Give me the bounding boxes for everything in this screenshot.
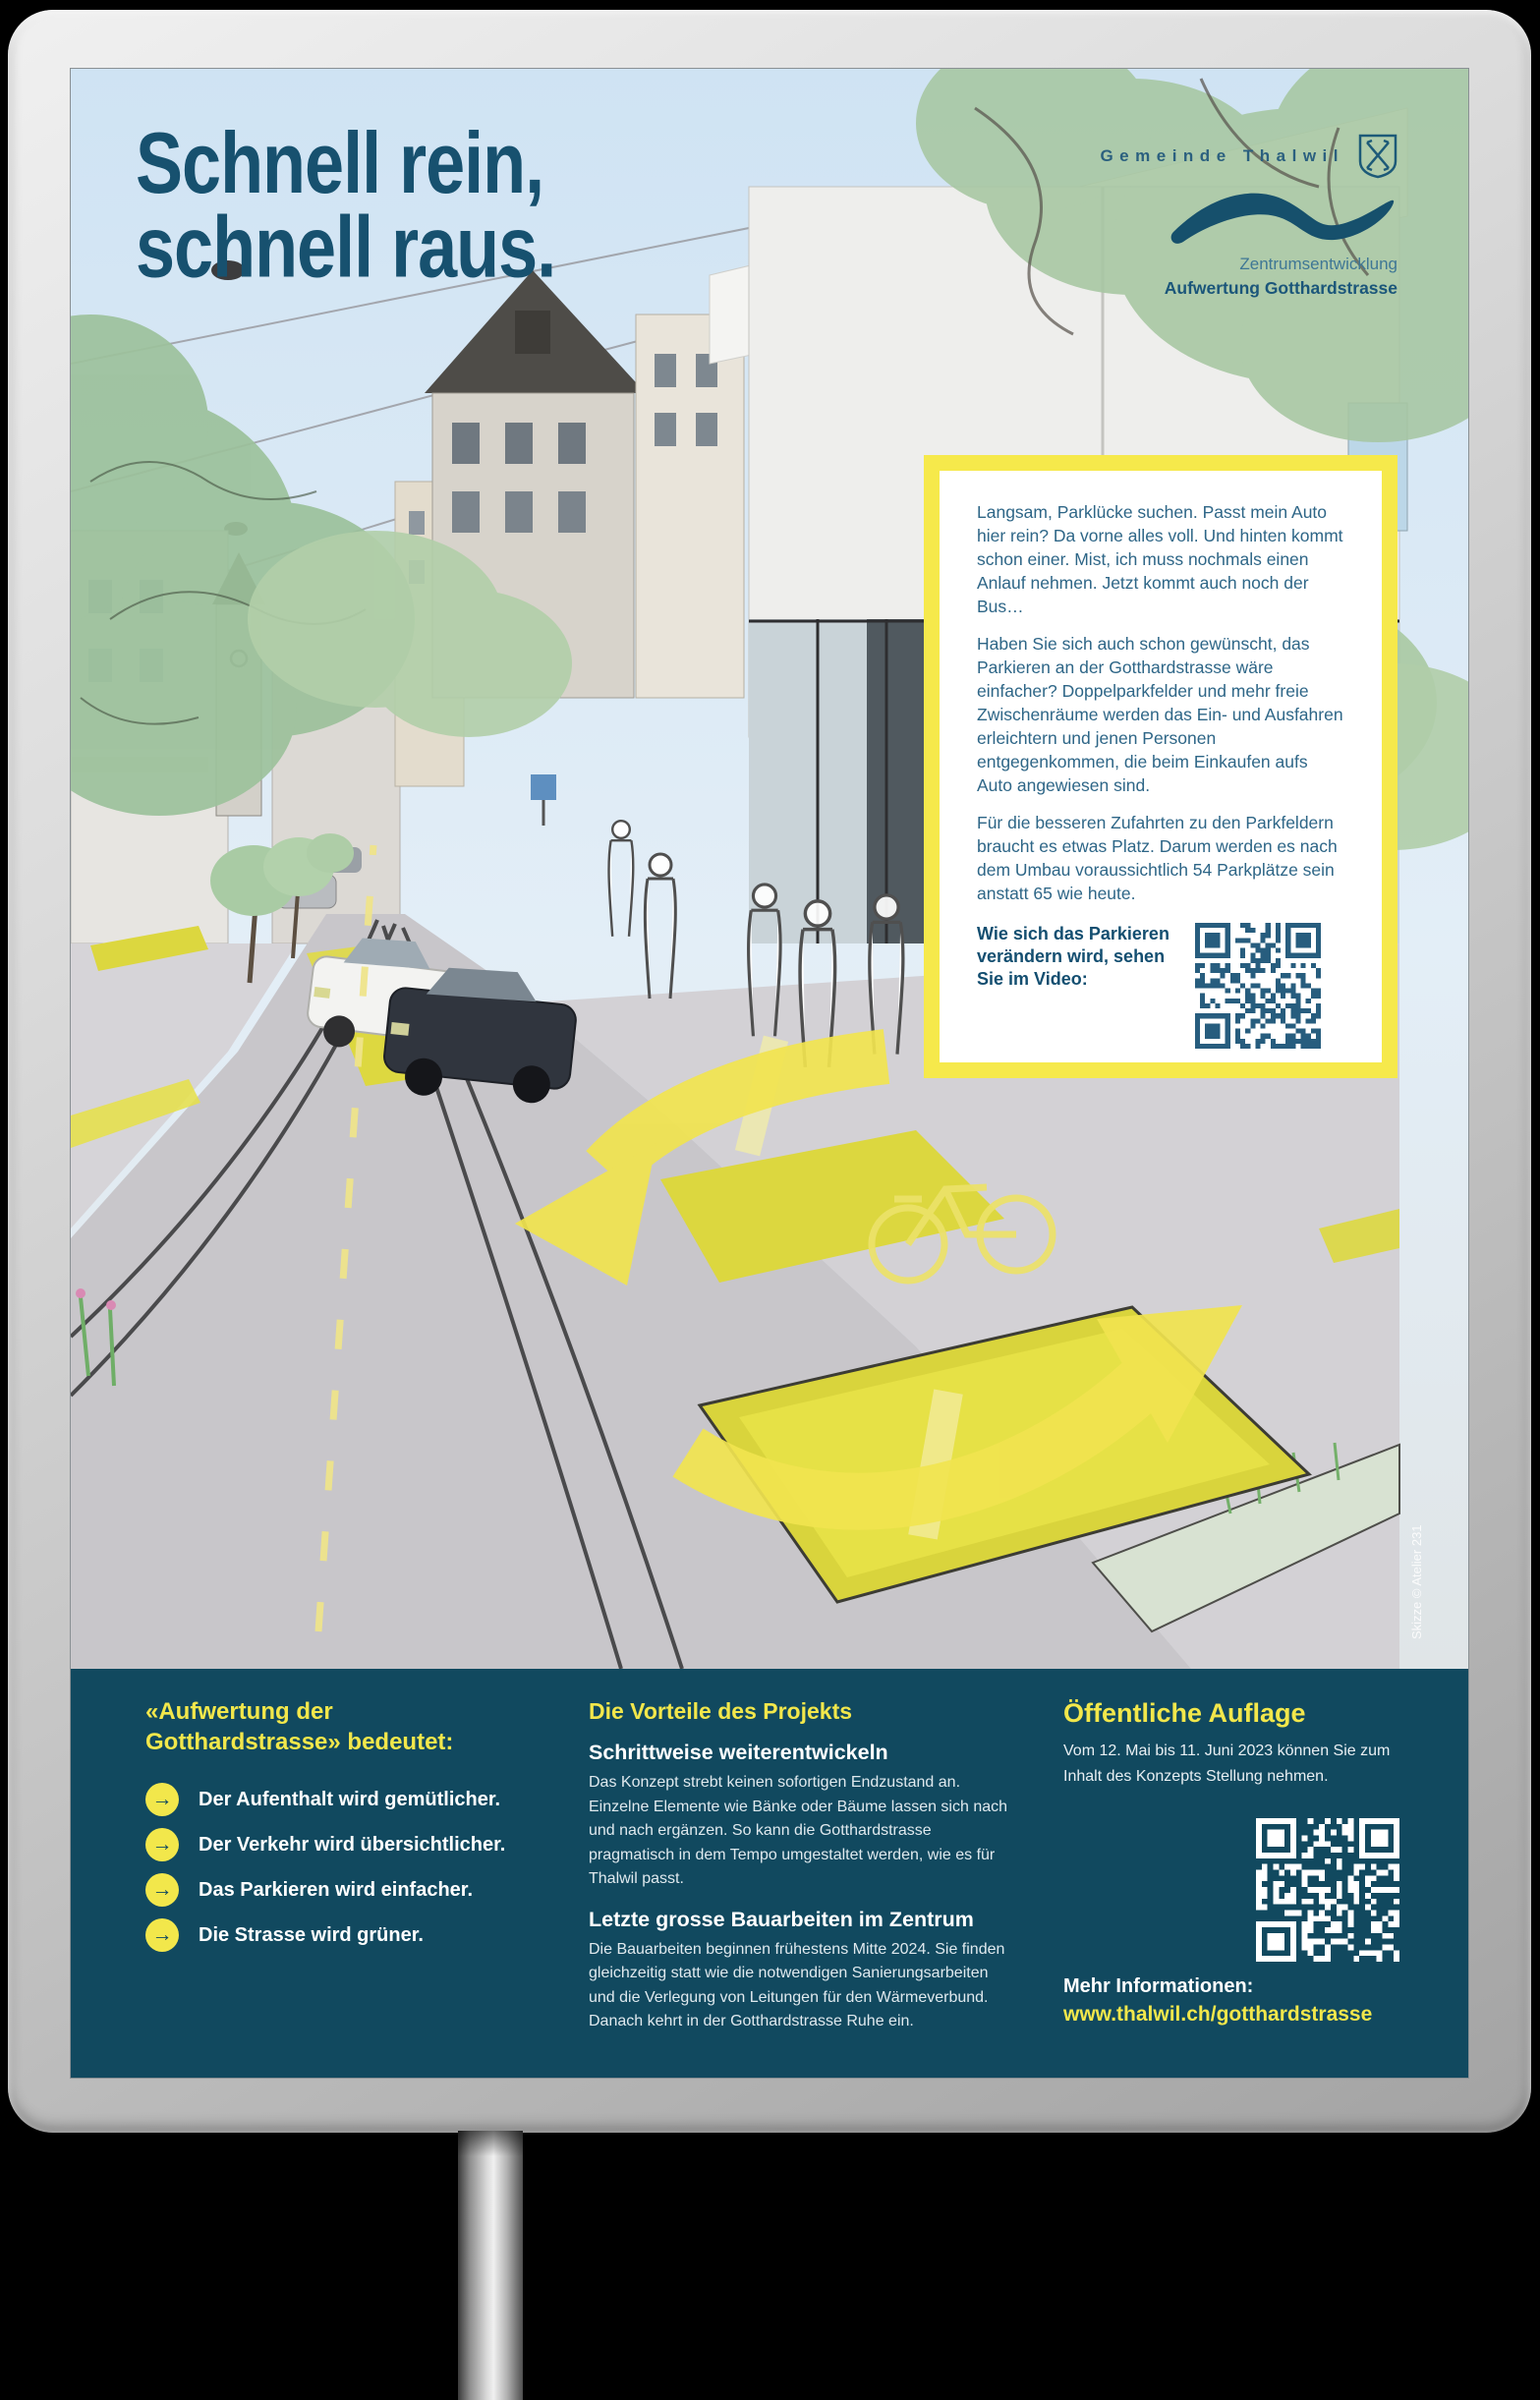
advantages-column: [589, 1698, 1017, 2050]
list-item: [145, 1873, 539, 1907]
sign-pole: [458, 2131, 523, 2400]
public-notice-column: [1063, 1698, 1399, 2078]
wave-brush-logo: [1169, 181, 1397, 246]
thalwil-crest-icon: [1358, 134, 1397, 179]
public-notice-heading: Öffentliche Auflage: [1063, 1698, 1306, 1728]
list-item-label: Das Parkieren wird einfacher.: [199, 1878, 474, 1901]
list-item-label: Der Verkehr wird übersichtlicher.: [199, 1833, 506, 1856]
section-body: Die Bauarbeiten beginnen frühestens Mitte 2024. Sie finden gleichzeitig statt wie die notwendigen Sanierungsarbeiten und die Verlegung von Leitungen für den Wärmeverbund. Danach kehrt in der Gotthardstrasse Ruhe ein.: [589, 1940, 1005, 2029]
poster-headline: [136, 115, 556, 296]
section-title: Schrittweise weiterentwickeln: [589, 1741, 888, 1764]
arrow-circle-icon: →: [145, 1918, 179, 1952]
poster: [71, 69, 1468, 2078]
list-item: [145, 1918, 539, 1952]
benefits-heading: «Aufwertung der Gotthardstrasse» bedeutet:: [145, 1698, 454, 1755]
arrow-circle-icon: →: [145, 1828, 179, 1861]
benefits-column: [145, 1696, 539, 1964]
list-item: [145, 1783, 539, 1816]
advantages-heading: Die Vorteile des Projekts: [589, 1698, 853, 1724]
municipality-name: Gemeinde Thalwil: [1100, 146, 1344, 165]
list-item-label: Die Strasse wird grüner.: [199, 1923, 424, 1946]
list-item-label: Der Aufenthalt wird gemütlicher.: [199, 1788, 501, 1810]
arrow-circle-icon: →: [145, 1873, 179, 1907]
sign-frame: [8, 10, 1531, 2133]
dept-line-1: Zentrumsentwicklung: [1239, 255, 1397, 273]
dept-line-2: Aufwertung Gotthardstrasse: [1164, 278, 1397, 298]
headline-line-1: Schnell rein,: [136, 115, 544, 212]
more-info-label: Mehr Informationen:: [1063, 1975, 1254, 1997]
illustration-credit: Skizze © Atelier 231: [1409, 1524, 1424, 1639]
arrow-circle-icon: →: [145, 1783, 179, 1816]
municipality-logo-block: [1100, 134, 1397, 300]
video-qr-code: [1195, 923, 1321, 1049]
headline-line-2: schnell raus.: [136, 200, 556, 296]
website-url: www.thalwil.ch/gotthardstrasse: [1063, 2003, 1373, 2026]
section-body: Das Konzept strebt keinen sofortigen Endzustand an. Einzelne Elemente wie Bänke oder Bäume lassen sich nach und nach ergänzen. So kann die Gotthardstrasse pragmatisch in dem Tempo umgestaltet werden, wie es für Thalwil passt.: [589, 1774, 1008, 1887]
info-qr-code: [1256, 1818, 1399, 1962]
infobox-paragraph: Für die besseren Zufahrten zu den Parkfeldern braucht es etwas Platz. Darum werden es nach dem Umbau voraussichtlich 54 Parkplätze sein anstatt 65 wie heute.: [977, 813, 1338, 903]
bottom-info-panel: [71, 1669, 1468, 2078]
infobox-paragraph: Langsam, Parklücke suchen. Passt mein Auto hier rein? Da vorne alles voll. Und hinten kommt schon einer. Mist, ich muss nochmals einen Anlauf nehmen. Jetzt kommt auch noch der Bus…: [977, 502, 1343, 616]
video-cta-text: Wie sich das Parkieren verändern wird, sehen Sie im Video:: [977, 924, 1169, 989]
infobox-paragraph: Haben Sie sich auch schon gewünscht, das Parkieren an der Gotthardstrasse wäre einfacher? Doppelparkfelder und mehr freie Zwischenräume werden das Ein- und Ausfahren erleichtern und jenen Personen entgegenkommen, die beim Einkaufen aufs Auto angewiesen sind.: [977, 634, 1343, 795]
info-text-box: [924, 455, 1397, 1078]
section-title: Letzte grosse Bauarbeiten im Zentrum: [589, 1907, 974, 1931]
list-item: [145, 1828, 539, 1861]
public-notice-body: Vom 12. Mai bis 11. Juni 2023 können Sie zum Inhalt des Konzepts Stellung nehmen.: [1063, 1743, 1391, 1785]
